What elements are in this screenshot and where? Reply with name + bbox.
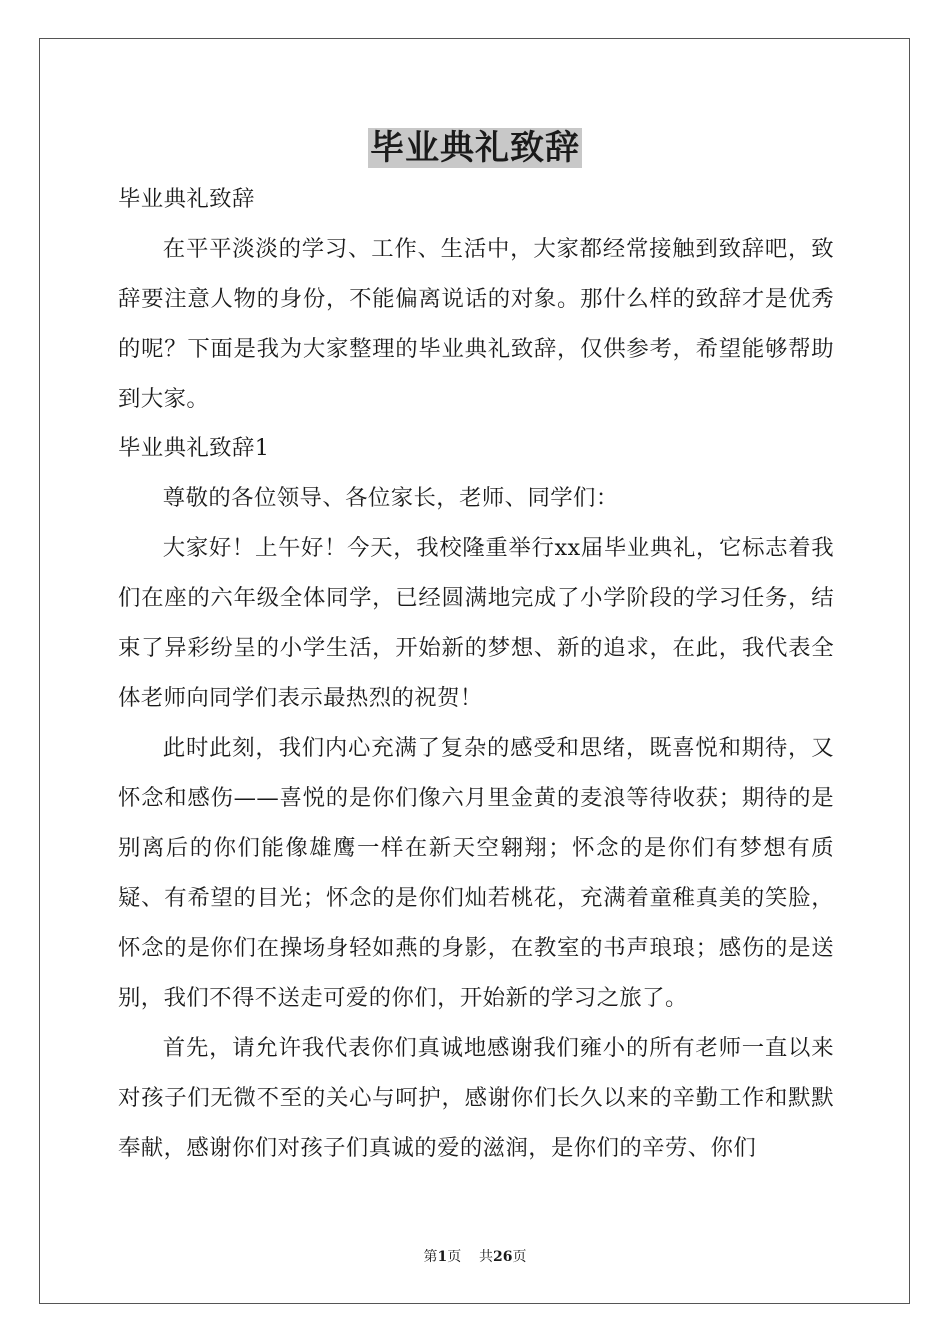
document-title — [0, 126, 950, 170]
total-suffix: 页 — [512, 1249, 527, 1265]
section-heading: 毕业典礼致辞1 — [118, 435, 270, 461]
greeting-paragraph: 大家好！上午好！今天，我校隆重举行xx届毕业典礼，它标志着我们在座的六年级全体同学，已经圆满地完成了小学阶段的学习任务，结束了异彩纷呈的小学生活，开始新的梦想、新的追求，在此，我代表全体老师向同学们表示最热烈的祝贺！ — [118, 535, 834, 711]
subtitle: 毕业典礼致辞 — [118, 186, 255, 212]
thanks-paragraph: 首先，请允许我代表你们真诚地感谢我们雍小的所有老师一直以来对孩子们无微不至的关心与呵护，感谢你们长久以来的辛勤工作和默默奉献，感谢你们对孩子们真诚的爱的滋润，是你们的辛劳、你们 — [118, 1035, 834, 1161]
intro-paragraph: 在平平淡淡的学习、工作、生活中，大家都经常接触到致辞吧，致辞要注意人物的身份，不能偏离说话的对象。那什么样的致辞才是优秀的呢？下面是我为大家整理的毕业典礼致辞，仅供参考，希望能够帮助到大家。 — [118, 236, 834, 412]
total-pages: 26 — [493, 1249, 513, 1265]
page-number: 1 — [437, 1249, 448, 1265]
feelings-paragraph: 此时此刻，我们内心充满了复杂的感受和思绪，既喜悦和期待，又怀念和感伤——喜悦的是你们像六月里金黄的麦浪等待收获；期待的是别离后的你们能像雄鹰一样在新天空翱翔；怀念的是你们有梦想有质疑、有希望的目光；怀念的是你们灿若桃花，充满着童稚真美的笑脸，怀念的是你们在操场身轻如燕的身影，在教室的书声琅琅；感伤的是送别，我们不得不送走可爱的你们，开始新的学习之旅了。 — [118, 735, 834, 1011]
page-prefix: 第 — [423, 1249, 438, 1265]
document-body — [118, 175, 834, 1173]
salutation-paragraph: 尊敬的各位领导、各位家长，老师、同学们： — [162, 485, 619, 511]
total-prefix: 共 — [479, 1249, 494, 1265]
document-title-text: 毕业典礼致辞 — [370, 128, 580, 168]
page-footer — [0, 1247, 950, 1267]
page-suffix: 页 — [447, 1249, 462, 1265]
